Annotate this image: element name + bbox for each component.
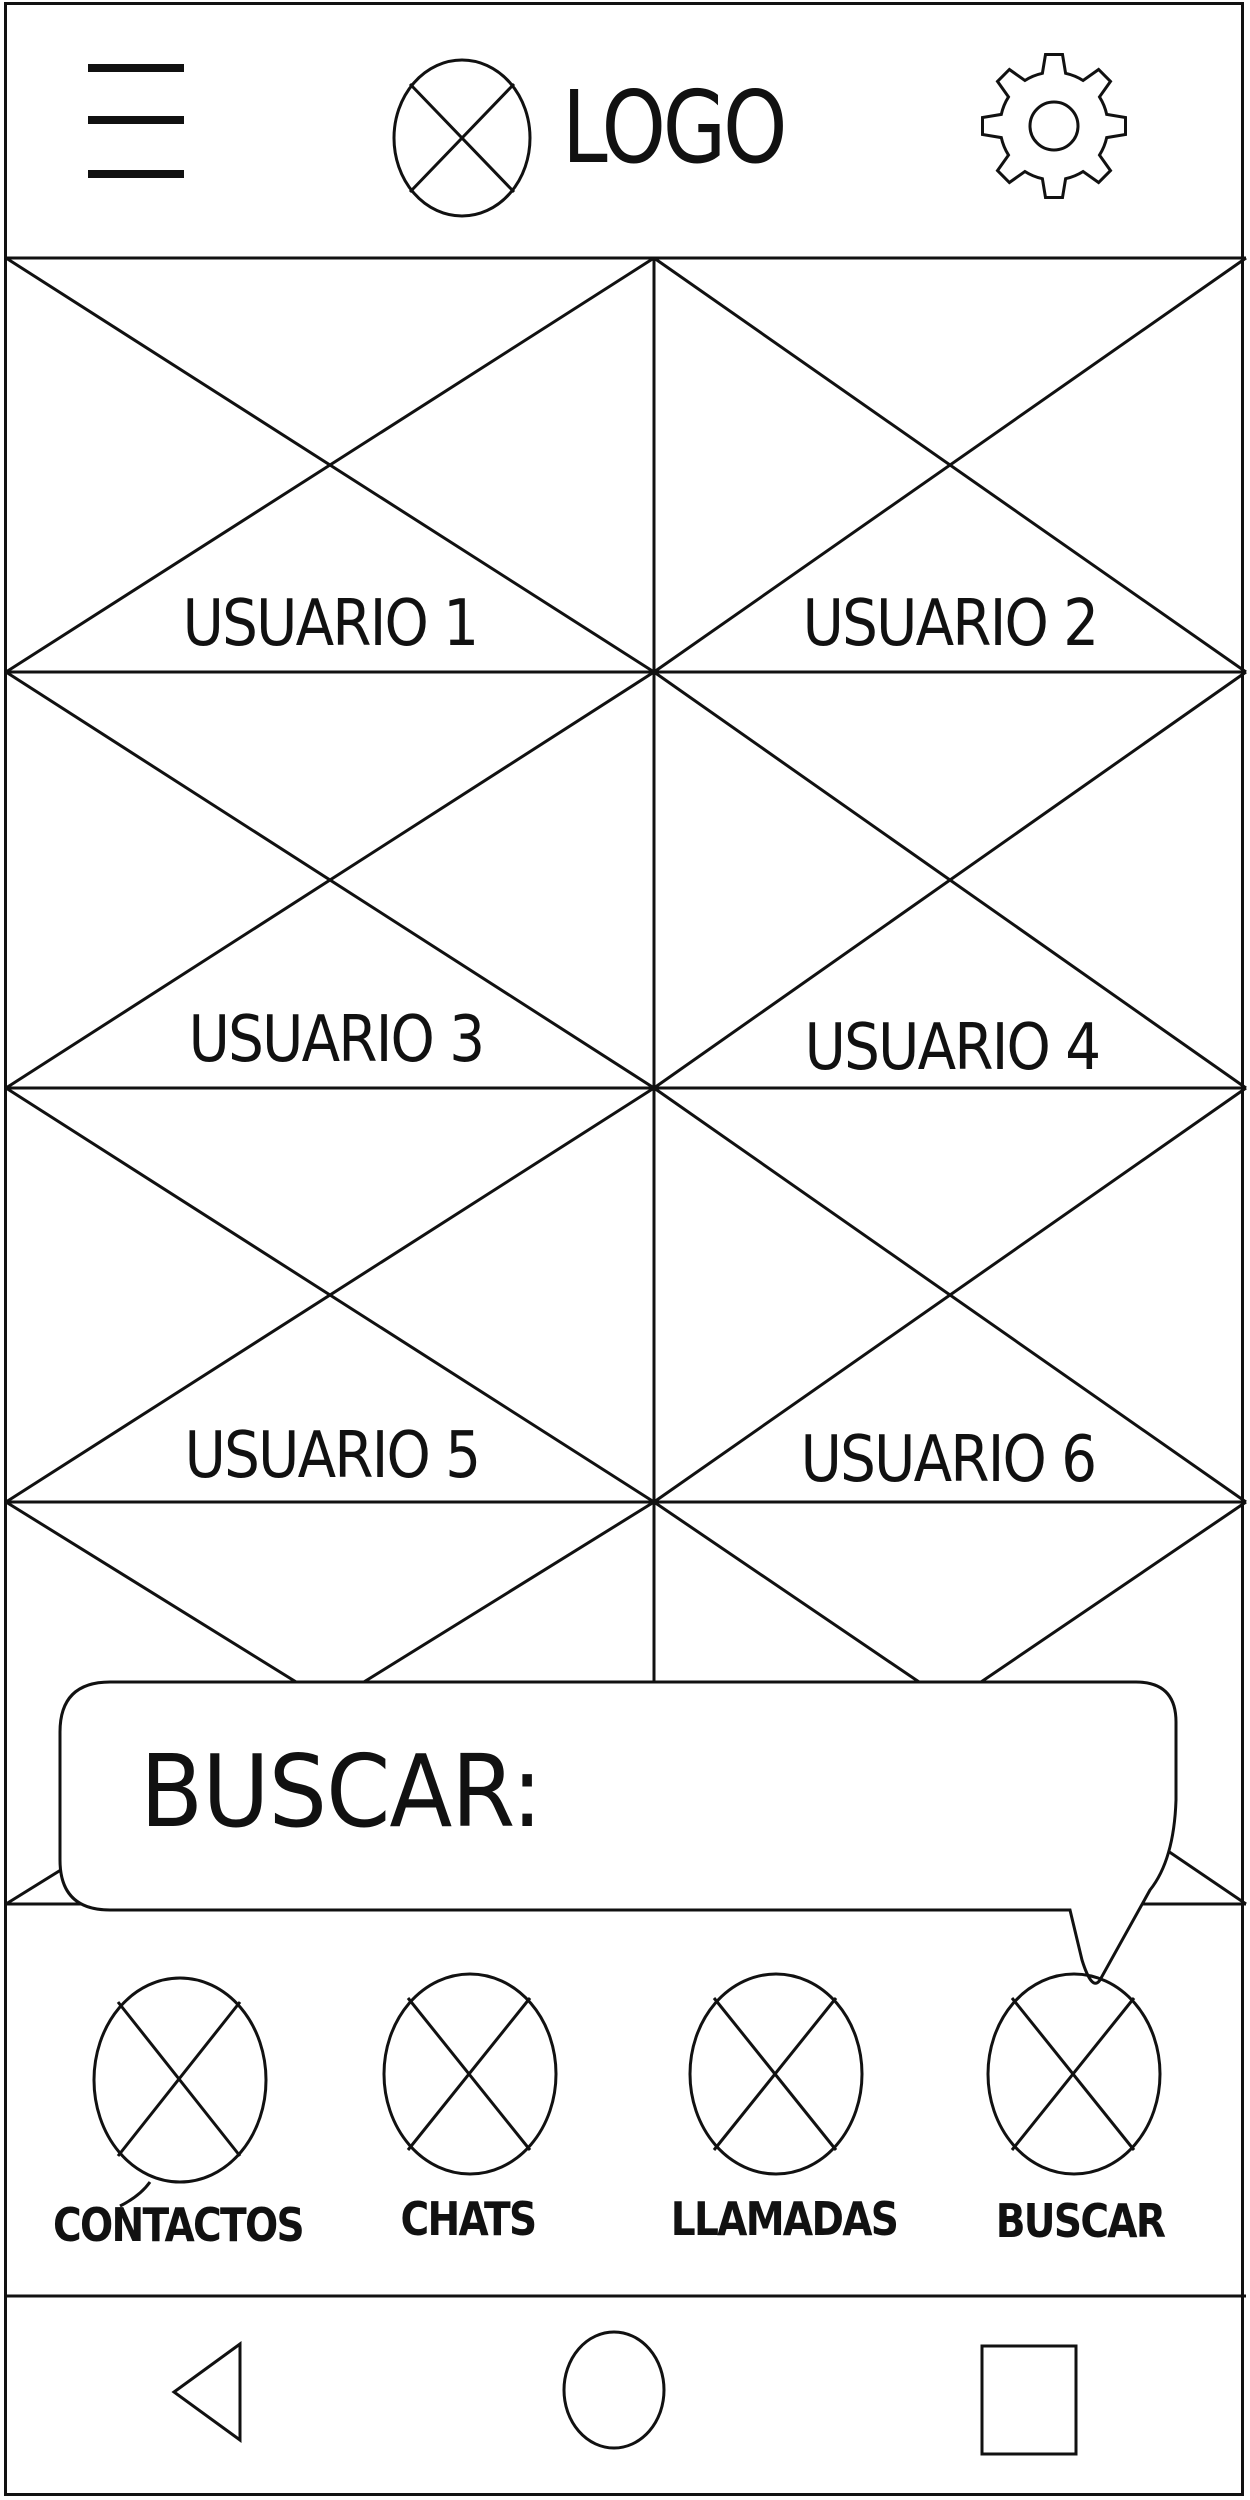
logo-placeholder-icon (394, 60, 530, 216)
home-circle-icon[interactable] (564, 2332, 664, 2448)
buscar-icon[interactable] (988, 1974, 1160, 2174)
back-triangle-icon[interactable] (174, 2344, 240, 2440)
user-tile-label-5: USUARIO 5 (184, 1419, 480, 1493)
nav-label-llamadas[interactable]: LLAMADAS (670, 2192, 898, 2246)
user-tile-label-3: USUARIO 3 (188, 1003, 484, 1077)
llamadas-icon[interactable] (690, 1974, 862, 2174)
user-tile-3[interactable] (6, 674, 652, 1086)
search-label: BUSCAR: (140, 1733, 542, 1850)
nav-label-buscar[interactable]: BUSCAR (995, 2194, 1165, 2248)
gear-icon[interactable] (983, 55, 1126, 198)
user-tile-4[interactable] (656, 674, 1244, 1086)
user-tile-label-1: USUARIO 1 (182, 587, 478, 661)
logo-text: LOGO (562, 69, 785, 186)
nav-label-chats[interactable]: CHATS (400, 2192, 536, 2246)
user-tile-label-6: USUARIO 6 (800, 1423, 1096, 1497)
user-tile-6[interactable] (656, 1090, 1244, 1500)
user-tile-2[interactable] (656, 260, 1244, 670)
recents-square-icon[interactable] (982, 2346, 1076, 2454)
gear-hub (1030, 102, 1078, 150)
contactos-icon[interactable] (94, 1978, 266, 2206)
user-tile-label-2: USUARIO 2 (802, 587, 1098, 661)
nav-label-contactos[interactable]: CONTACTOS (52, 2198, 304, 2252)
search-input[interactable] (520, 1720, 1124, 1862)
user-tile-1[interactable] (6, 260, 652, 670)
hamburger-menu-icon[interactable] (88, 68, 184, 174)
user-tile-label-4: USUARIO 4 (804, 1011, 1100, 1085)
chats-icon[interactable] (384, 1974, 556, 2174)
user-tile-5[interactable] (6, 1090, 652, 1500)
gear-outline (983, 55, 1126, 198)
